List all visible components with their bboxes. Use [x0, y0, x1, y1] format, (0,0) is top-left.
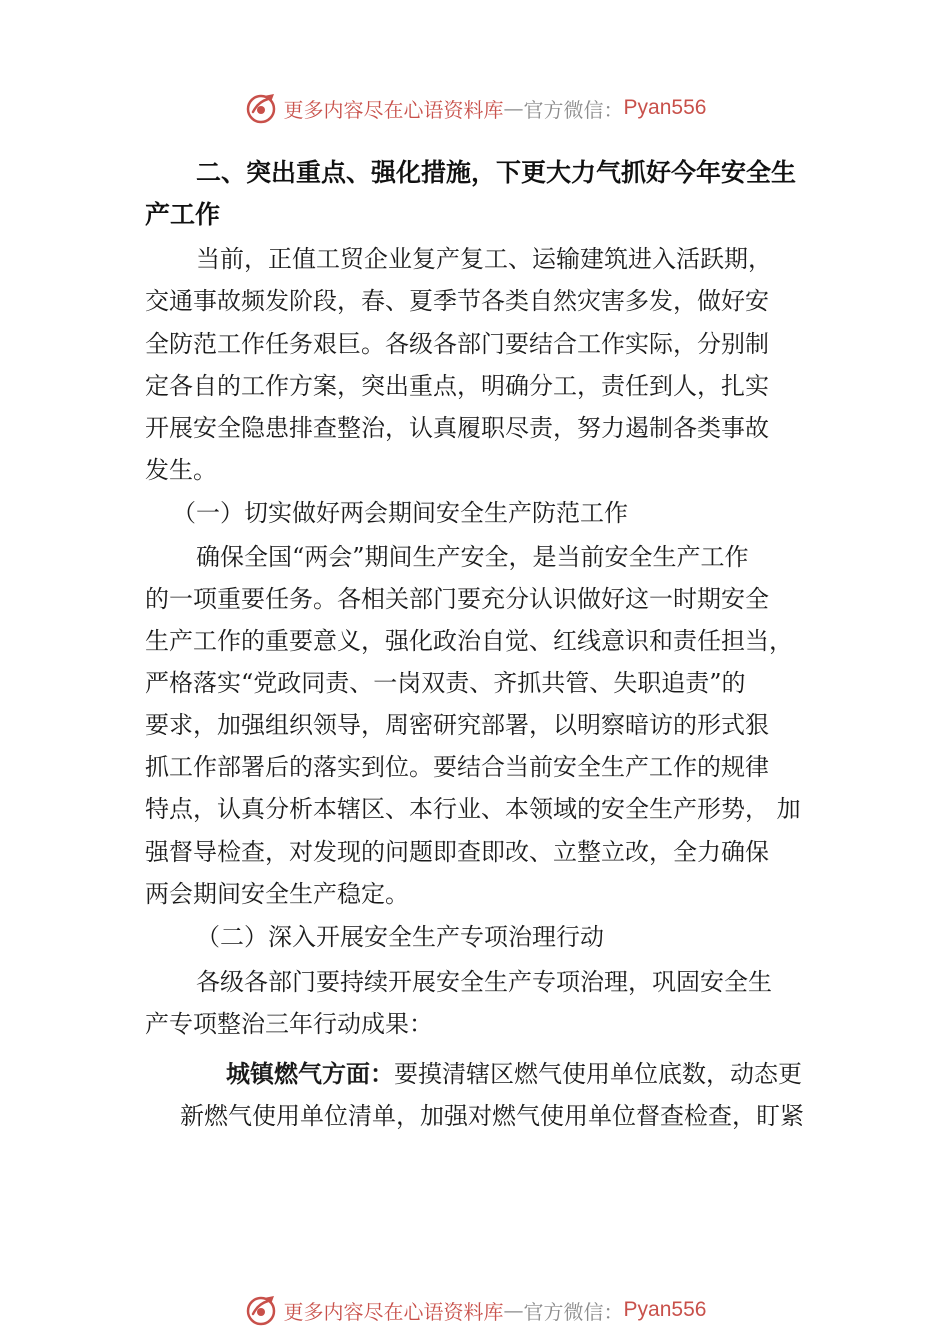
subsection-1-line: 严格落实“党政同责、一岗双责、齐抓共管、失职追责”的	[145, 669, 746, 697]
subsection-1-line: 的一项重要任务。各相关部门要充分认识做好这一时期安全	[145, 585, 769, 613]
gas-paragraph-line-2: 新燃气使用单位清单，加强对燃气使用单位督查检查，盯紧	[180, 1102, 804, 1130]
intro-line: 全防范工作任务艰巨。各级各部门要结合工作实际，分别制	[145, 330, 769, 358]
banner-brand-text: 更多内容尽在心语资料库	[283, 97, 504, 122]
footer-banner	[0, 1290, 950, 1330]
subsection-2-title: （二）深入开展安全生产专项治理行动	[196, 923, 604, 951]
subsection-1-line: 确保全国“两会”期间生产安全，是当前安全生产工作	[196, 543, 749, 571]
banner-wechat-label: 官方微信：	[523, 97, 624, 122]
subsection-2-line: 各级各部门要持续开展安全生产专项治理，巩固安全生	[196, 968, 772, 996]
intro-line: 开展安全隐患排查整治，认真履职尽责，努力遏制各类事故	[145, 414, 769, 442]
banner-dash: —	[503, 96, 524, 120]
subsection-1-line: 生产工作的重要意义，强化政治自觉、红线意识和责任担当，	[145, 627, 793, 655]
banner-dash: —	[503, 1298, 524, 1322]
section-heading-line-2: 产工作	[145, 200, 221, 229]
brand-logo-icon	[244, 90, 280, 126]
subsection-1-line: 抓工作部署后的落实到位。要结合当前安全生产工作的规律	[145, 753, 769, 781]
subsection-2-line: 产专项整治三年行动成果：	[145, 1010, 433, 1038]
gas-paragraph-line-1	[226, 1058, 802, 1090]
gas-label: 城镇燃气方面：	[226, 1060, 394, 1088]
banner-wechat-id: Pyan556	[623, 96, 707, 119]
intro-line: 当前，正值工贸企业复产复工、运输建筑进入活跃期，	[196, 245, 772, 273]
section-heading-line-1: 二、突出重点、强化措施，下更大力气抓好今年安全生	[196, 158, 797, 187]
subsection-1-line: 特点，认真分析本辖区、本行业、本领域的安全生产形势， 加	[145, 795, 801, 823]
header-banner	[0, 88, 950, 128]
banner-brand-text: 更多内容尽在心语资料库	[283, 1299, 504, 1324]
subsection-1-line: 要求，加强组织领导，周密研究部署，以明察暗访的形式狠	[145, 711, 769, 739]
intro-line: 交通事故频发阶段，春、夏季节各类自然灾害多发，做好安	[145, 287, 769, 315]
banner-wechat-label: 官方微信：	[523, 1299, 624, 1324]
gas-text-1: 要摸清辖区燃气使用单位底数，动态更	[394, 1060, 802, 1088]
subsection-1-title: （一）切实做好两会期间安全生产防范工作	[172, 499, 628, 527]
intro-line: 定各自的工作方案，突出重点，明确分工，责任到人，扎实	[145, 372, 769, 400]
subsection-1-line: 两会期间安全生产稳定。	[145, 880, 409, 908]
subsection-1-line: 强督导检查，对发现的问题即查即改、立整立改，全力确保	[145, 838, 769, 866]
brand-logo-icon	[244, 1292, 280, 1328]
banner-wechat-id: Pyan556	[623, 1298, 707, 1321]
intro-line: 发生。	[145, 456, 217, 484]
